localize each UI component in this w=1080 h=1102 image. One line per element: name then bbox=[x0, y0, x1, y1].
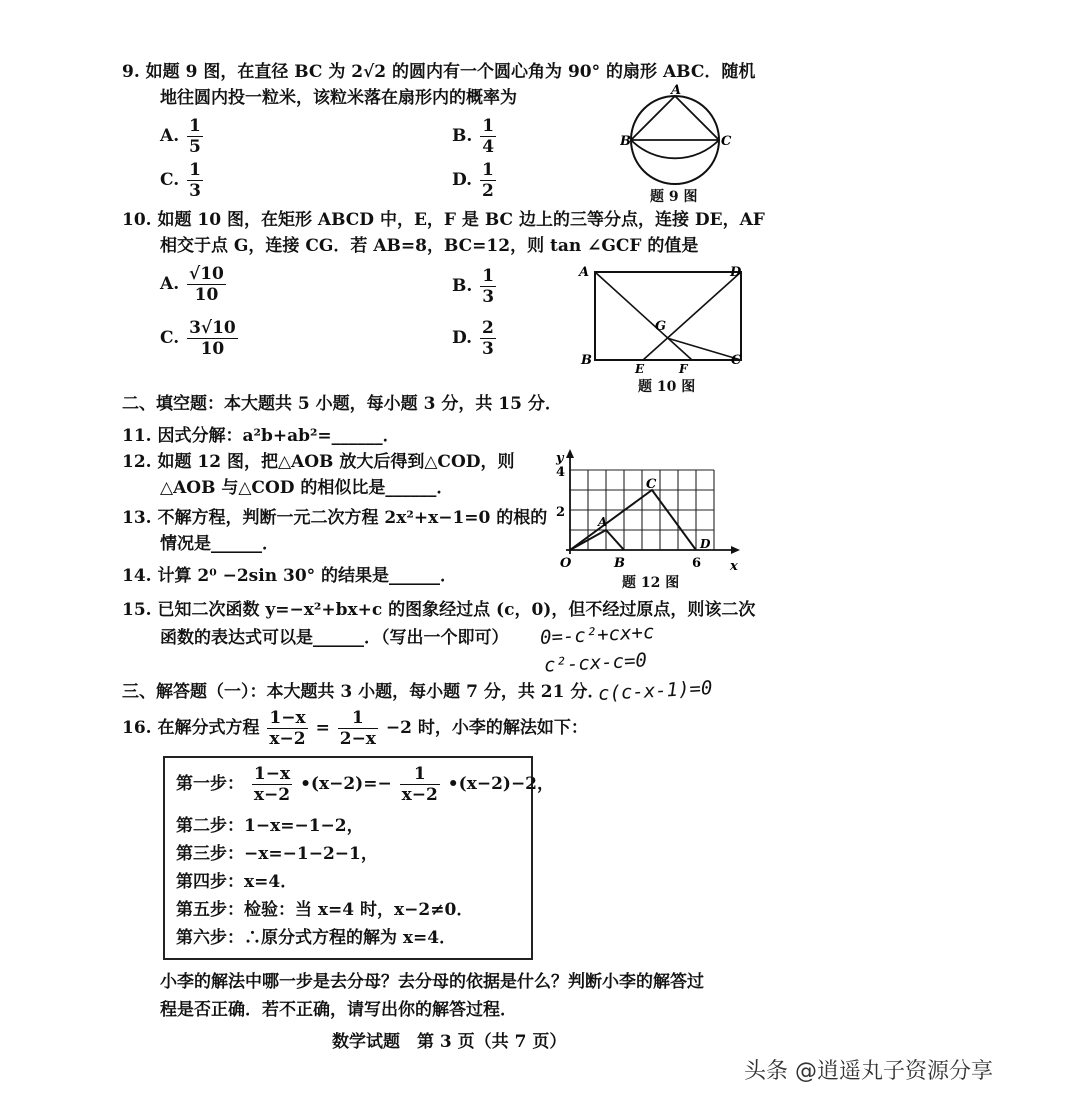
q12-tick-y2: 2 bbox=[556, 505, 566, 520]
q9-option-a: A. $\frac{1}{5}$ bbox=[160, 116, 201, 157]
q12-caption: 题 12 图 bbox=[622, 575, 680, 591]
q10-option-a: A. $\frac{√10}{10}$ bbox=[160, 264, 224, 305]
q12-triangle-cod bbox=[570, 490, 696, 550]
q10-line-de bbox=[643, 272, 741, 360]
handwritten-note-3: c(c-x-1)=0 bbox=[597, 677, 713, 705]
handwritten-note-2: c²-cx-c=0 bbox=[543, 649, 648, 677]
q10-caption: 题 10 图 bbox=[638, 379, 696, 395]
q10-label-b: B bbox=[581, 353, 592, 368]
q12-figure bbox=[548, 446, 744, 574]
section3-heading: 三、解答题（一）：本大题共 3 小题，每小题 7 分，共 21 分． bbox=[122, 682, 605, 702]
q13-line2: 情况是______． bbox=[160, 534, 279, 554]
q14: 14. 计算 2⁰ −2sin 30° 的结果是______． bbox=[122, 566, 458, 586]
q12-label-a: A bbox=[598, 515, 608, 529]
q12-label-d: D bbox=[700, 537, 711, 551]
q15-line2: 函数的表达式可以是______．（写出一个即可） bbox=[160, 628, 509, 648]
q12-label-o: O bbox=[560, 556, 572, 571]
q16-step4: 第四步：x=4． bbox=[176, 872, 298, 892]
q10-line2: 相交于点 G，连接 CG．若 AB=8，BC=12，则 tan ∠GCF 的值是 bbox=[160, 236, 699, 256]
q16-step3: 第三步：−x=−1−2−1， bbox=[176, 844, 378, 864]
q12-tick-y4: 4 bbox=[556, 465, 566, 480]
q10-label-d: D bbox=[730, 265, 742, 280]
q9-option-c: C. $\frac{1}{3}$ bbox=[160, 160, 201, 201]
q12-axis-y: y bbox=[556, 451, 564, 466]
q10-label-g: G bbox=[655, 319, 667, 334]
q12-axis-x: x bbox=[730, 559, 738, 574]
q13-line1: 13. 不解方程，判断一元二次方程 2x²+x−1=0 的根的 bbox=[122, 508, 548, 528]
q10-figure bbox=[575, 262, 750, 374]
q9-option-d: D. $\frac{1}{2}$ bbox=[452, 160, 494, 201]
q10-option-c: C. $\frac{3√10}{10}$ bbox=[160, 318, 236, 359]
q9-option-b: B. $\frac{1}{4}$ bbox=[452, 116, 495, 157]
q12-label-c: C bbox=[646, 477, 657, 492]
q10-line-af bbox=[595, 272, 692, 360]
q16-question-line1: 小李的解法中哪一步是去分母？去分母的依据是什么？判断小李的解答过 bbox=[160, 972, 704, 992]
q12-y-arrow bbox=[566, 449, 574, 458]
q10-option-b: B. $\frac{1}{3}$ bbox=[452, 266, 495, 307]
q16-step5: 第五步：检验：当 x=4 时，x−2≠0． bbox=[176, 900, 474, 920]
q10-option-d: D. $\frac{2}{3}$ bbox=[452, 318, 494, 359]
q9-figure bbox=[620, 82, 740, 202]
section2-heading: 二、填空题：本大题共 5 小题，每小题 3 分，共 15 分． bbox=[122, 394, 562, 414]
q12-line2: △AOB 与△COD 的相似比是______． bbox=[160, 478, 454, 498]
q10-label-e: E bbox=[635, 362, 645, 374]
page-footer: 数学试题 第 3 页（共 7 页） bbox=[332, 1032, 567, 1052]
q10-line-gc bbox=[667, 338, 741, 360]
q10-label-f: F bbox=[679, 362, 688, 374]
q15-line1: 15. 已知二次函数 y=−x²+bx+c 的图象经过点 (c，0)，但不经过原点，则该二次 bbox=[122, 600, 756, 620]
q12-label-b: B bbox=[614, 556, 625, 571]
q16-intro: 16. 在解分式方程 $\frac{1-x}{x-2}$ = $\frac{1}{2-x}$ −2 时，小李的解法如下： bbox=[122, 708, 588, 749]
watermark: 头条 @逍遥丸子资源分享 bbox=[744, 1059, 993, 1084]
handwritten-note-1: 0=-c²+cx+c bbox=[539, 621, 655, 649]
q9-sector-arc bbox=[631, 140, 719, 158]
q12-line1: 12. 如题 12 图，把△AOB 放大后得到△COD，则 bbox=[122, 452, 515, 472]
q12-tick-x6: 6 bbox=[692, 556, 702, 571]
q10-line1: 10. 如题 10 图，在矩形 ABCD 中，E，F 是 BC 边上的三等分点，连接 DE，AF bbox=[122, 210, 765, 230]
q9-label-a: A bbox=[671, 83, 682, 98]
q10-label-a: A bbox=[579, 265, 590, 280]
q9-line2: 地往圆内投一粒米，该粒米落在扇形内的概率为 bbox=[160, 88, 517, 108]
q10-label-c: C bbox=[731, 353, 742, 368]
q12-triangle-aob bbox=[570, 530, 624, 550]
q12-x-arrow bbox=[731, 546, 740, 554]
q16-question-line2: 程是否正确．若不正确，请写出你的解答过程． bbox=[160, 1000, 517, 1020]
q16-step1: 第一步： $\frac{1-x}{x-2}$ •(x−2)=− $\frac{1}{x-2}$ •(x−2)−2， bbox=[176, 764, 555, 805]
q9-caption: 题 9 图 bbox=[650, 189, 698, 205]
q10-rectangle bbox=[595, 272, 741, 360]
q9-line1: 9. 如题 9 图，在直径 BC 为 2√2 的圆内有一个圆心角为 90° 的扇形 ABC．随机 bbox=[122, 62, 756, 82]
q11: 11. 因式分解：a²b+ab²=______． bbox=[122, 426, 400, 446]
q16-step6: 第六步：∴原分式方程的解为 x=4． bbox=[176, 928, 457, 948]
q9-label-c: C bbox=[721, 134, 732, 149]
q16-step2: 第二步：1−x=−1−2， bbox=[176, 816, 364, 836]
q9-label-b: B bbox=[620, 134, 631, 149]
